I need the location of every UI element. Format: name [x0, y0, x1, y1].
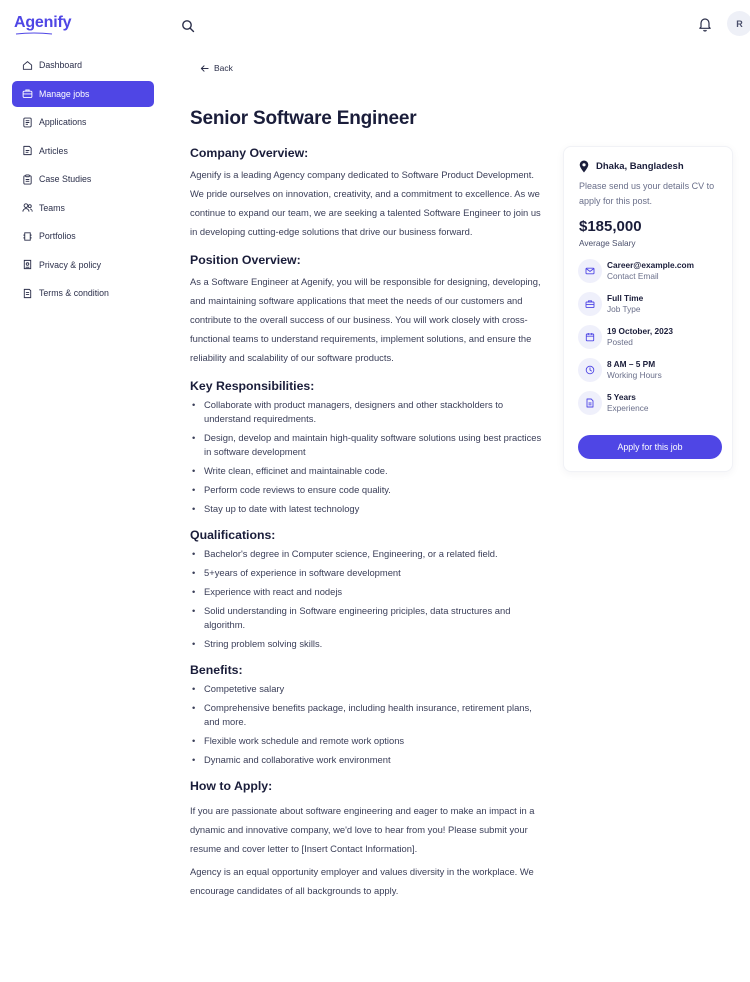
sidebar-item-terms[interactable]	[12, 280, 154, 306]
file-icon	[585, 398, 595, 408]
job-description	[190, 146, 550, 908]
calendar-icon	[585, 332, 595, 342]
clipboard-icon	[22, 174, 33, 185]
briefcase-icon	[585, 299, 595, 309]
section-heading: Company Overview:	[190, 146, 309, 160]
info-label: Experience	[607, 403, 649, 413]
location	[579, 160, 684, 173]
info-label: Working Hours	[607, 370, 662, 380]
sidebar-item-manage-jobs[interactable]	[12, 81, 154, 107]
info-value: 8 AM – 5 PM	[607, 359, 656, 369]
clock-icon	[585, 365, 595, 375]
info-working-hours	[578, 358, 662, 382]
document-icon	[22, 117, 33, 128]
sidebar-item-articles[interactable]	[12, 138, 154, 164]
responsibilities-list	[190, 398, 550, 516]
sidebar	[12, 52, 154, 309]
job-summary-card	[563, 146, 733, 472]
sidebar-item-label: Applications	[39, 117, 87, 127]
section-text: If you are passionate about software engineering and eager to make an impact in a dynamic and innovative company, we'd love to hear from you! Please submit your resume and cover letter to [Insert Contact Information].	[190, 805, 535, 854]
section-heading: Qualifications:	[190, 528, 276, 542]
qualifications-section	[190, 528, 550, 651]
location-text: Dhaka, Bangladesh	[596, 161, 684, 172]
list-item: • Comprehensive benefits package, including health insurance, retirement plans, and more.	[190, 701, 550, 729]
portfolio-icon	[22, 231, 33, 242]
info-label: Posted	[607, 337, 633, 347]
sidebar-item-label: Terms & condition	[39, 288, 109, 298]
info-value: Full Time	[607, 293, 644, 303]
salary-label: Average Salary	[579, 238, 636, 248]
section-heading: Benefits:	[190, 663, 243, 677]
how-to-apply-section	[190, 779, 550, 900]
list-item: • Solid understanding in Software engineering priciples, data structures and algorithm.	[190, 604, 550, 632]
list-item: • String problem solving skills.	[190, 637, 550, 651]
list-item: • Perform code reviews to ensure code quality.	[190, 483, 550, 497]
sidebar-item-case-studies[interactable]	[12, 166, 154, 192]
search-icon[interactable]	[181, 19, 195, 33]
sidebar-item-label: Privacy & policy	[39, 259, 102, 270]
list-item: • 5+years of experience in software development	[190, 566, 550, 580]
mail-icon	[585, 266, 595, 276]
list-item: • Stay up to date with latest technology	[190, 502, 550, 516]
info-job-type	[578, 292, 643, 316]
company-overview-section	[190, 146, 550, 241]
list-item: • Write clean, efficinet and maintainable code.	[190, 464, 550, 478]
sidebar-item-label: Manage jobs	[39, 88, 90, 99]
section-text: Agency is an equal opportunity employer and values diversity in the workplace. We encourage candidates of all backgrounds to apply.	[190, 866, 534, 896]
sidebar-item-label: Teams	[39, 202, 65, 213]
arrow-left-icon	[200, 64, 209, 73]
sidebar-item-teams[interactable]	[12, 195, 154, 221]
back-button[interactable]	[200, 63, 233, 73]
section-heading: Key Responsibilities:	[190, 379, 315, 393]
back-label: Back	[214, 63, 233, 73]
info-value: 19 October, 2023	[607, 326, 673, 336]
home-icon	[22, 60, 33, 71]
shield-icon	[22, 259, 33, 270]
info-label: Job Type	[607, 304, 641, 314]
section-heading: Position Overview:	[190, 253, 301, 267]
article-icon	[22, 145, 33, 156]
list-item: • Flexible work schedule and remote work options	[190, 734, 550, 748]
list-item: • Experience with react and nodejs	[190, 585, 550, 599]
bell-icon[interactable]	[698, 16, 712, 32]
benefits-list	[190, 682, 550, 767]
list-item: • Design, develop and maintain high-quality software solutions using best practices in software development	[190, 431, 550, 459]
section-text: Agenify is a leading Agency company dedicated to Software Product Development. We pride ourselves on innovation, creativity, and a commitment to excellence. As we continue to expand our team, we are seeking a talented Software Engineer to join us in developing cutting-edge solutions that drive our business forward.	[190, 169, 541, 237]
sidebar-item-label: Case Studies	[39, 174, 92, 184]
sidebar-item-privacy[interactable]	[12, 252, 154, 278]
logo-swoosh-icon	[14, 32, 54, 35]
benefits-section	[190, 663, 550, 767]
list-item: • Competetive salary	[190, 682, 550, 696]
list-item: • Dynamic and collaborative work environment	[190, 753, 550, 767]
info-value: 5 Years	[607, 392, 636, 402]
info-contact-email	[578, 259, 694, 283]
apply-button[interactable]: Apply for this job	[578, 435, 722, 459]
info-label: Contact Email	[607, 271, 659, 281]
sidebar-item-label: Articles	[39, 145, 68, 156]
qualifications-list	[190, 547, 550, 651]
brand-logo[interactable]: Agenify	[14, 14, 72, 31]
users-icon	[22, 202, 33, 213]
section-heading: How to Apply:	[190, 779, 273, 793]
sidebar-item-label: Dashboard	[39, 60, 83, 70]
salary-value: $185,000	[579, 218, 642, 235]
info-experience	[578, 391, 649, 415]
info-posted	[578, 325, 673, 349]
briefcase-icon	[22, 88, 33, 99]
list-item: • Collaborate with product managers, designers and other stackholders to understand requiredments.	[190, 398, 550, 426]
sidebar-item-applications[interactable]	[12, 109, 154, 135]
list-item: • Bachelor's degree in Computer science, Engineering, or a related field.	[190, 547, 550, 561]
responsibilities-section	[190, 379, 550, 516]
avatar[interactable]: R	[727, 11, 750, 36]
position-overview-section	[190, 253, 550, 367]
sidebar-item-label: Portfolios	[39, 231, 76, 241]
info-value[interactable]: Career@example.com	[607, 260, 694, 270]
sidebar-item-dashboard[interactable]	[12, 52, 154, 78]
sidebar-item-portfolios[interactable]	[12, 223, 154, 249]
terms-icon	[22, 288, 33, 299]
apply-note: Please send us your details CV to apply for this post.	[579, 181, 715, 206]
map-pin-icon	[579, 160, 589, 173]
page-title: Senior Software Engineer	[190, 108, 417, 129]
section-text: As a Software Engineer at Agenify, you will be responsible for designing, developing, and maintaining software applications that meet the needs of our customers and contribute to the overall success of our business. You will work closely with cross-functional teams to understand requirements, implement solutions, and ensure the reliability and scalability of our software products.	[190, 276, 541, 363]
